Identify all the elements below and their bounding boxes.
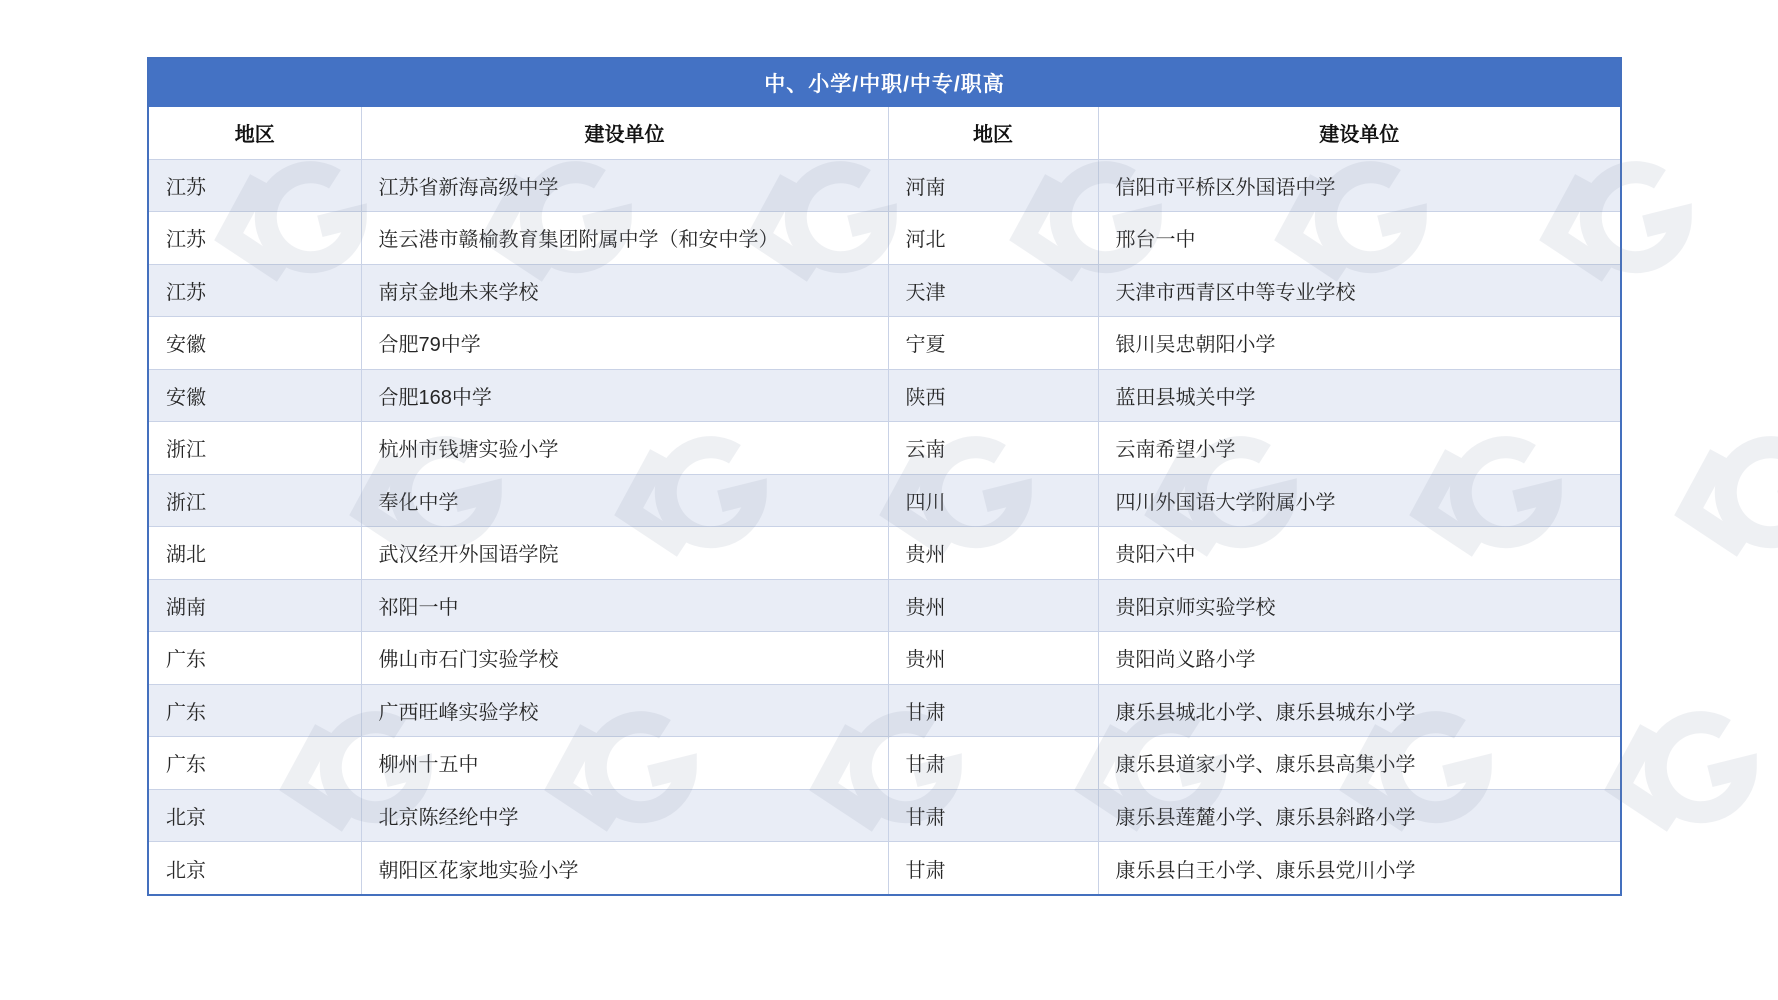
header-row	[149, 107, 1620, 159]
unit-cell: 佛山市石门实验学校	[361, 632, 888, 685]
unit-cell: 康乐县城北小学、康乐县城东小学	[1098, 684, 1620, 737]
header-unit-left: 建设单位	[361, 107, 888, 159]
unit-cell: 蓝田县城关中学	[1098, 369, 1620, 422]
table-row	[149, 579, 1620, 632]
table-row	[149, 789, 1620, 842]
table-row	[149, 317, 1620, 370]
unit-cell: 南京金地未来学校	[361, 264, 888, 317]
region-cell: 江苏	[149, 212, 361, 265]
table-row	[149, 369, 1620, 422]
region-cell: 贵州	[888, 632, 1098, 685]
header-unit-right: 建设单位	[1098, 107, 1620, 159]
unit-cell: 康乐县白王小学、康乐县党川小学	[1098, 842, 1620, 895]
region-cell: 甘肃	[888, 842, 1098, 895]
region-cell: 陕西	[888, 369, 1098, 422]
region-cell: 湖北	[149, 527, 361, 580]
unit-cell: 贵阳尚义路小学	[1098, 632, 1620, 685]
table-row	[149, 422, 1620, 475]
table-title: 中、小学/中职/中专/职高	[764, 73, 1005, 96]
unit-cell: 合肥79中学	[361, 317, 888, 370]
region-cell: 安徽	[149, 369, 361, 422]
table-row	[149, 264, 1620, 317]
region-cell: 四川	[888, 474, 1098, 527]
table-row	[149, 737, 1620, 790]
unit-cell: 广西旺峰实验学校	[361, 684, 888, 737]
unit-cell: 奉化中学	[361, 474, 888, 527]
table-row	[149, 474, 1620, 527]
region-cell: 河南	[888, 159, 1098, 212]
schools-table	[147, 57, 1622, 896]
region-cell: 广东	[149, 737, 361, 790]
unit-cell: 祁阳一中	[361, 579, 888, 632]
g-logo-watermark-icon	[1652, 417, 1778, 578]
table-row	[149, 527, 1620, 580]
unit-cell: 康乐县道家小学、康乐县高集小学	[1098, 737, 1620, 790]
region-cell: 浙江	[149, 474, 361, 527]
unit-cell: 武汉经开外国语学院	[361, 527, 888, 580]
region-cell: 天津	[888, 264, 1098, 317]
region-cell: 云南	[888, 422, 1098, 475]
table-row	[149, 842, 1620, 895]
region-cell: 浙江	[149, 422, 361, 475]
table-row	[149, 212, 1620, 265]
region-cell: 甘肃	[888, 789, 1098, 842]
unit-cell: 邢台一中	[1098, 212, 1620, 265]
region-cell: 甘肃	[888, 684, 1098, 737]
region-cell: 甘肃	[888, 737, 1098, 790]
unit-cell: 北京陈经纶中学	[361, 789, 888, 842]
unit-cell: 贵阳京师实验学校	[1098, 579, 1620, 632]
table-row	[149, 159, 1620, 212]
region-cell: 广东	[149, 632, 361, 685]
header-region-right: 地区	[888, 107, 1098, 159]
unit-cell: 柳州十五中	[361, 737, 888, 790]
unit-cell: 康乐县莲麓小学、康乐县斜路小学	[1098, 789, 1620, 842]
unit-cell: 连云港市赣榆教育集团附属中学（和安中学）	[361, 212, 888, 265]
region-cell: 贵州	[888, 579, 1098, 632]
unit-cell: 江苏省新海高级中学	[361, 159, 888, 212]
unit-cell: 朝阳区花家地实验小学	[361, 842, 888, 895]
unit-cell: 天津市西青区中等专业学校	[1098, 264, 1620, 317]
region-cell: 贵州	[888, 527, 1098, 580]
unit-cell: 贵阳六中	[1098, 527, 1620, 580]
unit-cell: 云南希望小学	[1098, 422, 1620, 475]
unit-cell: 合肥168中学	[361, 369, 888, 422]
region-cell: 北京	[149, 789, 361, 842]
region-cell: 湖南	[149, 579, 361, 632]
region-cell: 江苏	[149, 264, 361, 317]
schools-data-table	[149, 107, 1620, 894]
table-title-bar	[149, 59, 1620, 107]
region-cell: 江苏	[149, 159, 361, 212]
table-row	[149, 632, 1620, 685]
unit-cell: 银川吴忠朝阳小学	[1098, 317, 1620, 370]
unit-cell: 信阳市平桥区外国语中学	[1098, 159, 1620, 212]
table-row	[149, 684, 1620, 737]
region-cell: 宁夏	[888, 317, 1098, 370]
region-cell: 广东	[149, 684, 361, 737]
header-region-left: 地区	[149, 107, 361, 159]
unit-cell: 杭州市钱塘实验小学	[361, 422, 888, 475]
unit-cell: 四川外国语大学附属小学	[1098, 474, 1620, 527]
region-cell: 河北	[888, 212, 1098, 265]
region-cell: 安徽	[149, 317, 361, 370]
region-cell: 北京	[149, 842, 361, 895]
